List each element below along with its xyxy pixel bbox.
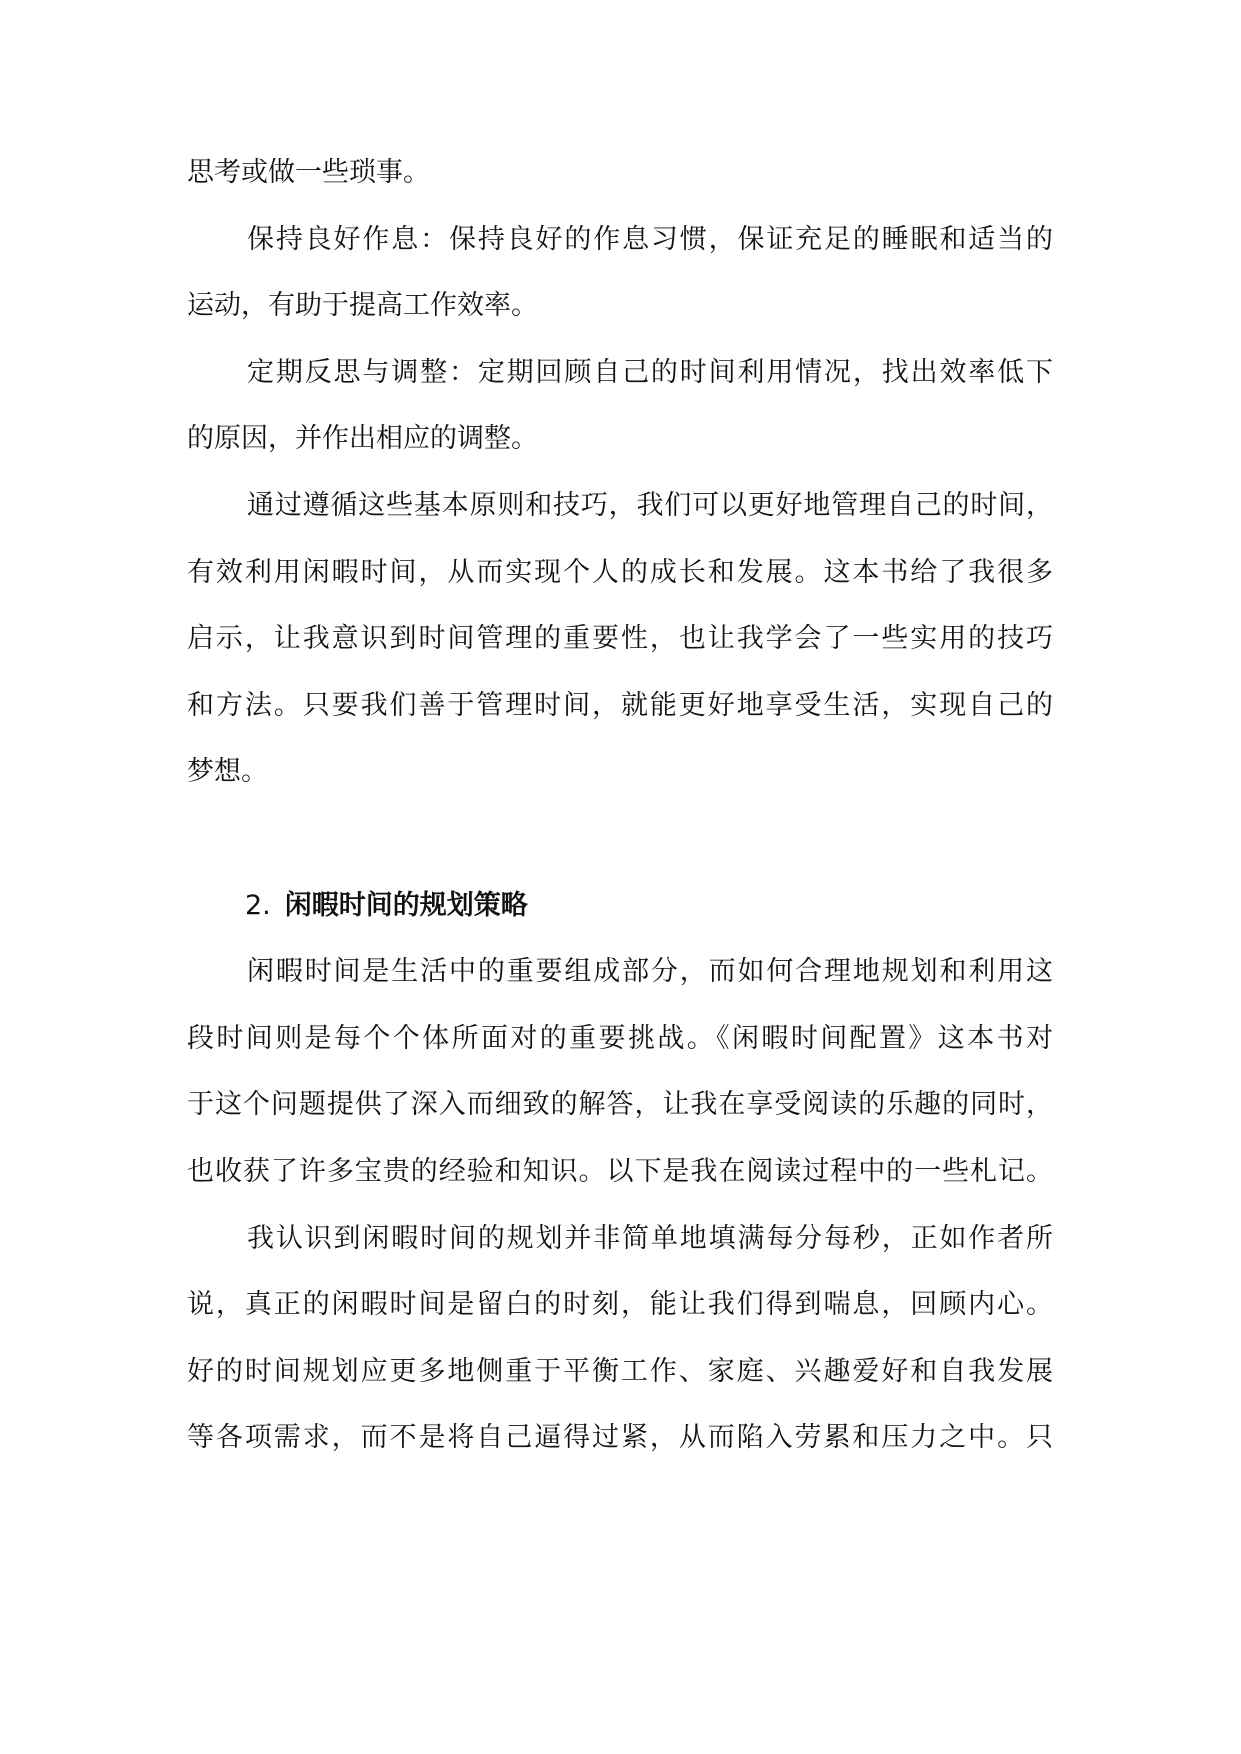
document-body bbox=[187, 140, 1053, 1472]
section-number: 2. bbox=[245, 889, 271, 921]
section-title: 闲暇时间的规划策略 bbox=[284, 889, 528, 921]
paragraph-line: 也收获了许多宝贵的经验和知识。以下是我在阅读过程中的一些札记。 bbox=[187, 1155, 1053, 1187]
paragraph-line: 说，真正的闲暇时间是留白的时刻，能让我们得到喘息，回顾内心。 bbox=[187, 1289, 1053, 1321]
paragraph-line: 的原因，并作出相应的调整。 bbox=[187, 423, 538, 455]
paragraph-line: 和方法。只要我们善于管理时间，就能更好地享受生活，实现自己的 bbox=[187, 689, 1053, 721]
paragraph-line: 段时间则是每个个体所面对的重要挑战。《闲暇时间配置》这本书对 bbox=[187, 1022, 1053, 1054]
paragraph-line: 运动，有助于提高工作效率。 bbox=[187, 290, 538, 322]
section-heading bbox=[187, 873, 1053, 940]
paragraph-line: 好的时间规划应更多地侧重于平衡工作、家庭、兴趣爱好和自我发展 bbox=[187, 1355, 1053, 1387]
section-spacer bbox=[187, 806, 1053, 873]
paragraph-line: 有效利用闲暇时间，从而实现个人的成长和发展。这本书给了我很多 bbox=[187, 556, 1053, 588]
paragraph-line: 通过遵循这些基本原则和技巧，我们可以更好地管理自己的时间， bbox=[247, 489, 1053, 521]
paragraph-line: 思考或做一些琐事。 bbox=[187, 157, 430, 188]
paragraph-line: 我认识到闲暇时间的规划并非简单地填满每分每秒，正如作者所 bbox=[247, 1222, 1053, 1254]
paragraph-line: 启示，让我意识到时间管理的重要性，也让我学会了一些实用的技巧 bbox=[187, 623, 1053, 655]
paragraph-line: 闲暇时间是生活中的重要组成部分，而如何合理地规划和利用这 bbox=[247, 956, 1053, 988]
paragraph-line: 梦想。 bbox=[187, 756, 268, 788]
paragraph-line: 于这个问题提供了深入而细致的解答，让我在享受阅读的乐趣的同时， bbox=[187, 1089, 1053, 1121]
paragraph-line: 定期反思与调整：定期回顾自己的时间利用情况，找出效率低下 bbox=[247, 356, 1053, 388]
paragraph-line: 等各项需求，而不是将自己逼得过紧，从而陷入劳累和压力之中。只 bbox=[187, 1422, 1053, 1454]
paragraph-line: 保持良好作息：保持良好的作息习惯，保证充足的睡眠和适当的 bbox=[247, 223, 1053, 255]
